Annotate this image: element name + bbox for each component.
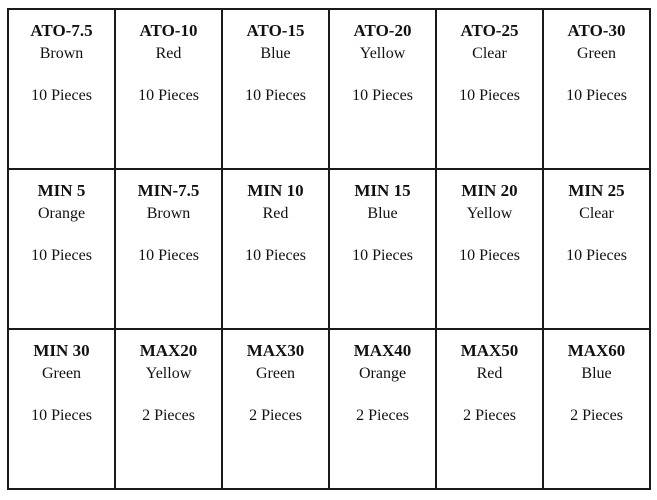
fuse-code: MIN 30 (33, 341, 90, 360)
fuse-cell (115, 9, 222, 169)
fuse-quantity: 10 Pieces (459, 247, 520, 264)
fuse-color: Blue (260, 45, 291, 62)
fuse-code: ATO-15 (246, 21, 305, 40)
fuse-color: Clear (472, 45, 507, 62)
fuse-cell (222, 329, 329, 489)
fuse-quantity: 2 Pieces (356, 407, 409, 424)
fuse-quantity: 10 Pieces (352, 247, 413, 264)
fuse-color: Green (255, 365, 296, 382)
fuse-quantity: 10 Pieces (31, 87, 92, 104)
fuse-color: Clear (579, 205, 614, 222)
fuse-cell (329, 9, 436, 169)
fuse-cell (543, 9, 650, 169)
fuse-quantity: 10 Pieces (566, 87, 627, 104)
fuse-quantity: 2 Pieces (570, 407, 623, 424)
fuse-cell (329, 329, 436, 489)
fuse-color: Red (155, 45, 182, 62)
fuse-color: Yellow (359, 45, 406, 62)
fuse-cell (436, 169, 543, 329)
fuse-quantity: 10 Pieces (352, 87, 413, 104)
fuse-code: MIN-7.5 (137, 181, 200, 200)
fuse-code: MIN 10 (247, 181, 304, 200)
fuse-cell (222, 9, 329, 169)
fuse-code: MIN 15 (354, 181, 411, 200)
fuse-cell (8, 9, 115, 169)
fuse-color: Green (576, 45, 617, 62)
fuse-code: ATO-7.5 (30, 21, 93, 40)
fuse-cell (543, 169, 650, 329)
fuse-assortment-table (7, 8, 651, 490)
fuse-quantity: 10 Pieces (138, 247, 199, 264)
fuse-code: MAX60 (567, 341, 626, 360)
fuse-quantity: 10 Pieces (138, 87, 199, 104)
fuse-code: ATO-10 (139, 21, 198, 40)
fuse-color: Red (262, 205, 289, 222)
fuse-color: Yellow (466, 205, 513, 222)
fuse-code: MIN 5 (37, 181, 86, 200)
fuse-cell (8, 169, 115, 329)
fuse-code: ATO-25 (460, 21, 519, 40)
fuse-quantity: 10 Pieces (566, 247, 627, 264)
fuse-code: MAX30 (246, 341, 305, 360)
fuse-quantity: 10 Pieces (245, 87, 306, 104)
fuse-cell (436, 329, 543, 489)
fuse-color: Blue (367, 205, 398, 222)
fuse-color: Brown (146, 205, 191, 222)
fuse-quantity: 2 Pieces (142, 407, 195, 424)
fuse-color: Yellow (145, 365, 192, 382)
fuse-color: Orange (37, 205, 86, 222)
table-row (8, 9, 650, 169)
fuse-code: MIN 20 (461, 181, 518, 200)
fuse-color: Green (41, 365, 82, 382)
fuse-cell (543, 329, 650, 489)
fuse-color: Orange (358, 365, 407, 382)
fuse-cell (222, 169, 329, 329)
fuse-code: MAX50 (460, 341, 519, 360)
table-row (8, 329, 650, 489)
fuse-cell (329, 169, 436, 329)
fuse-code: MAX20 (139, 341, 198, 360)
fuse-quantity: 10 Pieces (31, 247, 92, 264)
fuse-table-body (8, 9, 650, 489)
fuse-cell (8, 329, 115, 489)
fuse-quantity: 2 Pieces (463, 407, 516, 424)
fuse-color: Blue (581, 365, 612, 382)
fuse-cell (115, 169, 222, 329)
fuse-quantity: 10 Pieces (31, 407, 92, 424)
fuse-quantity: 10 Pieces (459, 87, 520, 104)
fuse-cell (436, 9, 543, 169)
fuse-code: ATO-30 (567, 21, 626, 40)
table-row (8, 169, 650, 329)
fuse-code: MAX40 (353, 341, 412, 360)
fuse-cell (115, 329, 222, 489)
fuse-quantity: 2 Pieces (249, 407, 302, 424)
fuse-color: Red (476, 365, 503, 382)
fuse-code: ATO-20 (353, 21, 412, 40)
fuse-color: Brown (39, 45, 84, 62)
fuse-code: MIN 25 (568, 181, 625, 200)
fuse-quantity: 10 Pieces (245, 247, 306, 264)
